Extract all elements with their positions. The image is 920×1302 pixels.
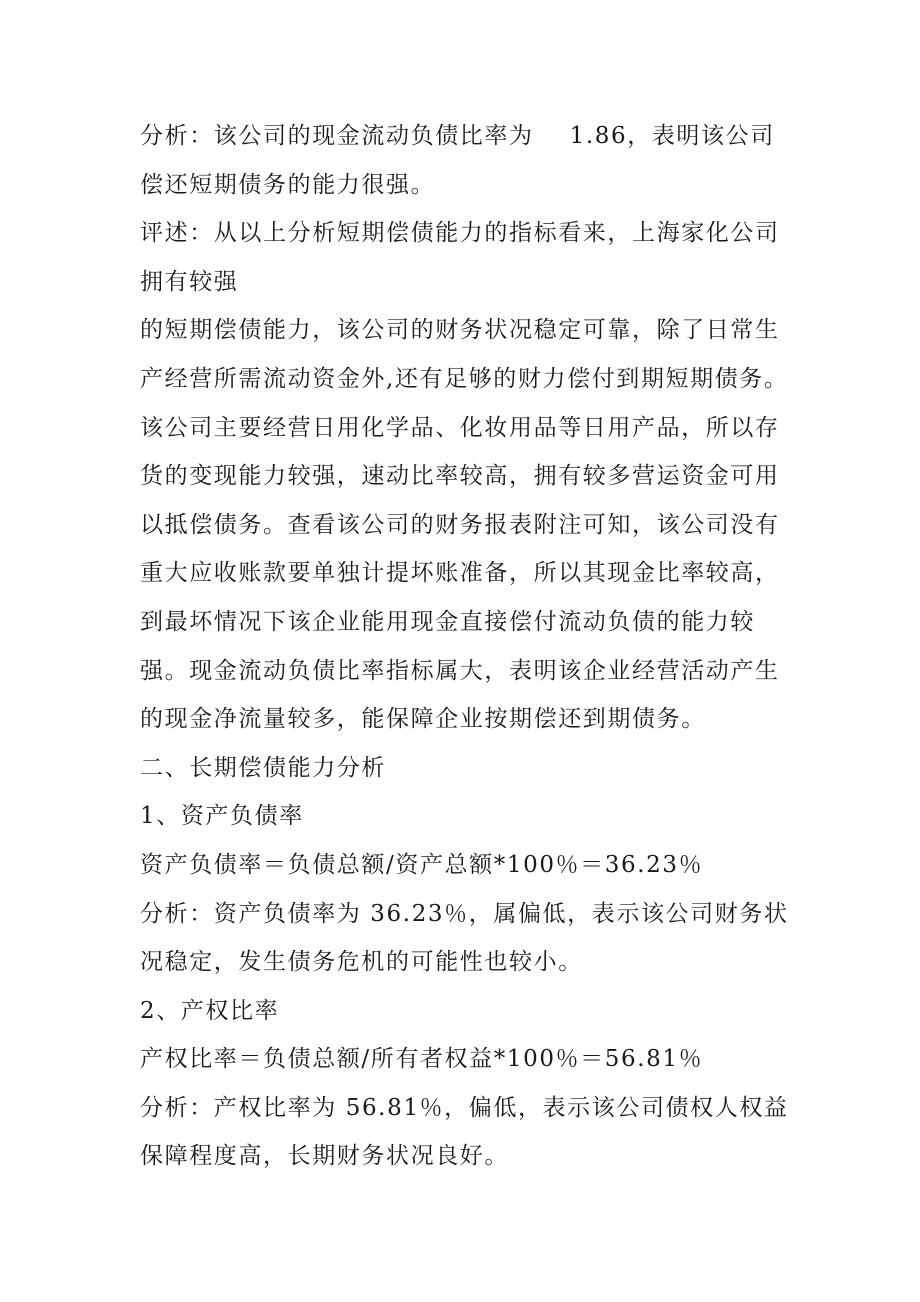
text-line-22: 保障程度高，长期财务状况良好。	[140, 1143, 509, 1170]
text-line-7: 该公司主要经营日用化学品、化妆用品等日用产品，所以存	[140, 414, 780, 441]
text-line-18: 况稳定，发生债务危机的可能性也较小。	[140, 949, 583, 976]
text-line-9: 以抵偿债务。查看该公司的财务报表附注可知，该公司没有	[140, 511, 780, 538]
text-line-8: 货的变现能力较强，速动比率较高，拥有较多营运资金可用	[140, 463, 780, 490]
document-body	[140, 112, 800, 1181]
text-line-12: 强。现金流动负债比率指标属大，表明该企业经营活动产生	[140, 657, 780, 684]
formula-line-1: 资产负债率＝负债总额/资产总额*100％＝36.23％	[140, 851, 704, 878]
text-line-5: 的短期偿债能力，该公司的财务状况稳定可靠，除了日常生	[140, 317, 780, 344]
text-line-3: 评述：从以上分析短期偿债能力的指标看来，上海家化公司	[140, 220, 780, 247]
text-line-1: 分析：该公司的现金流动负债比率为 1.86，表明该公司	[140, 123, 775, 149]
text-line-4: 拥有较强	[140, 268, 239, 295]
text-line-21: 分析：产权比率为 56.81％，偏低，表示该公司债权人权益	[140, 1094, 789, 1121]
subsection-heading-1: 1、资产负债率	[140, 803, 304, 830]
text-line-2: 偿还短期债务的能力很强。	[140, 171, 436, 198]
subsection-heading-2: 2、产权比率	[140, 997, 280, 1024]
text-line-10: 重大应收账款要单独计提坏账准备，所以其现金比率较高，	[140, 560, 780, 587]
text-line-6: 产经营所需流动资金外,还有足够的财力偿付到期短期债务。	[140, 365, 789, 392]
text-line-13: 的现金净流量较多，能保障企业按期偿还到期债务。	[140, 706, 706, 733]
text-line-11: 到最坏情况下该企业能用现金直接偿付流动负债的能力较	[140, 608, 755, 635]
section-heading: 二、长期偿债能力分析	[140, 754, 386, 781]
formula-line-2: 产权比率＝负债总额/所有者权益*100％＝56.81％	[140, 1046, 704, 1073]
text-line-17: 分析：资产负债率为 36.23％，属偏低，表示该公司财务状	[140, 900, 789, 927]
